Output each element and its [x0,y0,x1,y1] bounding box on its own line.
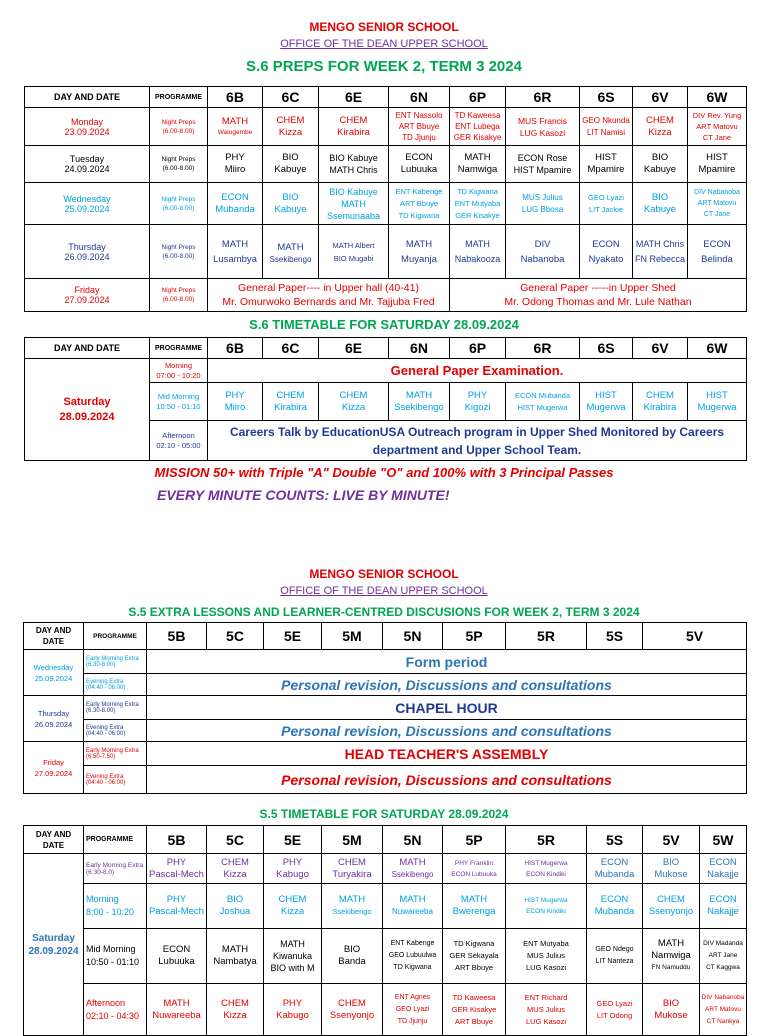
col-class: 5R [506,826,587,854]
general-paper-upper-shed: General Paper -----in Upper Shed Mr. Odong Thomas and Mr. Lule Nathan [450,279,747,312]
table-cell: PHY Kigozi [450,383,506,421]
table-cell: MATH Namwiga [450,146,506,183]
programme-morning: Morning 07:00 - 10:20 [150,359,208,383]
programme-cell: Morning 8:00 - 10:20 [84,884,147,929]
revision-banner: Personal revision, Discussions and consultations [147,674,747,696]
table-cell: HIST Mugerwa [580,383,633,421]
programme-name: Night Preps [161,156,196,163]
col-day-date: DAY AND DATE [24,623,84,650]
table-cell: MATH Nuwareeba [383,884,443,929]
table-row [25,183,747,225]
col-class: 6V [633,338,688,359]
col-class: 5C [207,826,264,854]
table-cell: ENT Agnes GEO Lyazi TD Jjunju [383,984,443,1036]
programme-cell: Early Morning Extra (6.30-8.0) [84,854,147,884]
programme-time: (6.00-8.00) [162,252,195,260]
col-class: 6W [688,338,747,359]
table-cell: CHEM Turyakira [322,854,383,884]
table-cell: PHY Pascal-Mech [147,854,207,884]
programme-cell: Afternoon 02:10 - 04:30 [84,984,147,1036]
table-cell: BIO Kabuye [263,183,319,225]
table-cell: BIO Mukose [643,984,700,1036]
col-class: 5N [383,623,443,650]
table-cell: MATH Muyanja [389,225,450,279]
table-row [25,108,747,146]
table-cell: ECON Rose HIST Mpamire [506,146,580,183]
table-cell: CHEM Ssenyonjo [643,884,700,929]
s6-preps-title: S.6 PREPS FOR WEEK 2, TERM 3 2024 [246,58,522,75]
table-cell: TD Kigwana ENT Mutyaba GER Kisakye [450,183,506,225]
table-cell: PHY Pascal-Mech [147,884,207,929]
col-class: 5C [207,623,264,650]
bottom-header [0,567,768,619]
school-name: MENGO SENIOR SCHOOL [309,20,459,34]
table-row [25,359,747,383]
programme-cell: Early Morning Extra (6.30-8.00) [84,696,147,720]
assembly-banner: HEAD TEACHER'S ASSEMBLY [147,742,747,766]
table-cell: CHEM Ssenyonjo [322,984,383,1036]
day-cell: Wednesday 25.09.2024 [24,650,84,696]
chapel-hour-banner: CHAPEL HOUR [147,696,747,720]
table-row [24,929,747,984]
programme-name: Night Preps [161,287,196,294]
table-cell: CHEM Kirabira [633,383,688,421]
col-class: 6W [688,87,747,108]
table-cell: MATH Albert BIO Mugabi [319,225,389,279]
day-name: Thursday [68,241,106,252]
s6-preps-table [24,86,747,312]
table-cell: ECON Nakajje [700,854,747,884]
col-class: 6S [580,338,633,359]
programme-cell: Mid Morning 10:50 - 01:10 [84,929,147,984]
col-class: 6P [450,87,506,108]
col-class: 5E [264,623,322,650]
programme-name: Night Preps [161,195,196,203]
programme-name: Night Preps [161,118,196,126]
programme-cell: Evening Extra (04:40 - 06:00) [84,720,147,742]
s5-header-row [24,623,747,650]
s6sat-header-row [25,338,747,359]
col-class: 5R [506,623,587,650]
table-cell: ECON Nakajje [700,884,747,929]
table-cell: CHEM Kizza [207,854,264,884]
table-cell: CHEM Kirabira [319,108,389,146]
col-class: 6N [389,87,450,108]
table-cell: MATH Ssekibengo [383,854,443,884]
col-class: 5P [443,826,506,854]
col-class: 6R [506,87,580,108]
table-row [24,854,747,884]
table-cell: ENT Mutyaba MUS Julius LUG Kasozi [506,929,587,984]
col-programme: PROGRAMME [84,623,147,650]
col-class: 5B [147,826,207,854]
table-row [24,766,747,794]
saturday-cell: Saturday 28.09.2024 [25,359,150,461]
programme-afternoon: Afternoon 02:10 - 05:00 [150,421,208,461]
table-cell: CHEM Kizza [207,984,264,1036]
table-cell: BIO Banda [322,929,383,984]
table-cell: HIST Mpamire [580,146,633,183]
table-cell: HIST Mpamire [688,146,747,183]
table-cell: BIO Kabuye [633,146,688,183]
revision-banner: Personal revision, Discussions and consultations [147,720,747,742]
col-class: 5M [322,826,383,854]
col-class: 5W [700,826,747,854]
day-date: 27.09.2024 [64,295,110,305]
col-class: 6E [319,338,389,359]
table-cell: MATH Bwerenga [443,884,506,929]
school-name: MENGO SENIOR SCHOOL [309,567,459,581]
day-cell: Thursday 26.09.2024 [24,696,84,742]
table-cell: MATH Nambatya [207,929,264,984]
table-cell: ECON Mubanda [208,183,263,225]
table-cell: MATH Kiwanuka BIO with M [264,929,322,984]
table-cell: GEO Ndego LIT Nanteza [587,929,643,984]
day-name: Tuesday [69,154,105,164]
table-cell: CHEM Kizza [264,884,322,929]
table-row [24,650,747,674]
col-class: 5M [322,623,383,650]
day-cell: Friday 27.09.2024 [24,742,84,794]
table-cell: HIST Mugerwa ECON Kindiki [506,854,587,884]
table-cell: ENT Kabenge GEO Lubuulwa TD Kigwana [383,929,443,984]
col-programme: PROGRAMME [150,87,208,108]
table-cell: BIO Kabuye [633,183,688,225]
col-class: 5V [643,826,700,854]
col-class: 6C [263,87,319,108]
day-name: Friday [74,285,100,295]
col-class: 6S [580,87,633,108]
table-cell: DIV Nabanoba ART Matovu CT Nankya [700,984,747,1036]
table-cell: ECON Mubanda HIST Mugerwa [506,383,580,421]
col-day-date: DAY AND DATE [25,87,150,108]
s5-saturday-title: S.5 TIMETABLE FOR SATURDAY 28.09.2024 [259,807,509,821]
table-cell: HIST Mugerwa [688,383,747,421]
table-cell: CHEM Kizza [633,108,688,146]
table-cell: CHEM Kizza [319,383,389,421]
table-cell: ECON Nyakato [580,225,633,279]
saturday-cell: Saturday 28.09.2024 [24,854,84,1036]
programme-time: (6.00-8.00) [162,165,195,172]
table-cell: DIV Rev. Yung ART Matovu CT Jane [688,108,747,146]
table-cell: MATH Namwiga FN Namuddu [643,929,700,984]
day-date: 26.09.2024 [64,251,110,262]
col-day-date: DAY AND DATE [25,338,150,359]
table-cell: ECON Lubuuka [147,929,207,984]
table-row [24,984,747,1036]
col-class: 6V [633,87,688,108]
table-cell: ECON Lubuuka [389,146,450,183]
table-row [24,884,747,929]
table-cell: MUS Julius LUG Bbosa [506,183,580,225]
col-class: 5S [587,826,643,854]
col-class: 6P [450,338,506,359]
table-row [25,146,747,183]
table-cell: ECON Belinda [688,225,747,279]
programme-time: (6.00-8.00) [162,296,195,303]
programme-cell: Evening Extra (04:40 - 06:00) [84,674,147,696]
table-cell: MATH Nuwareeba [147,984,207,1036]
table-cell: MATH Ssekibengo [263,225,319,279]
col-class: 6E [319,87,389,108]
mission-statement: MISSION 50+ with Triple "A" Double "O" and 100% with 3 Principal Passes [154,465,614,480]
table-cell: BIO Joshua [207,884,264,929]
table-cell: TD Kaweesa ENT Lubega GER Kisakye [450,108,506,146]
s5-saturday-table [23,825,747,1036]
col-class: 5S [587,623,643,650]
col-class: 6R [506,338,580,359]
table-cell: DIV Madanda ART Jane CT Kaggwa [700,929,747,984]
s5-extra-table [23,622,747,794]
col-class: 5P [443,623,506,650]
col-day-date: DAY AND DATE [24,826,84,854]
table-cell: PHY Franklin ECON Lubuuka [443,854,506,884]
table-cell: MATH Walugembe [208,108,263,146]
table-cell: BIO Kabuye MATH Chris [319,146,389,183]
table-cell: HIST Mugerwa ECON Kindiki [506,884,587,929]
table-cell: PHY Miiro [208,146,263,183]
table-cell: MUS Francis LUG Kasozi [506,108,580,146]
table-cell: ECON Mubanda [587,884,643,929]
col-class: 6B [208,338,263,359]
table-cell: MATH Chris FN Rebecca [633,225,688,279]
table-cell: PHY Kabugo [264,984,322,1036]
col-programme: PROGRAMME [84,826,147,854]
office-name: OFFICE OF THE DEAN UPPER SCHOOL [280,585,488,597]
table-cell: ENT Kabenge ART Bbuye TD Kigwana [389,183,450,225]
programme-cell: Early Morning Extra (6.30-8.00) [84,650,147,674]
table-cell: MATH Ssekibengo [389,383,450,421]
col-class: 6N [389,338,450,359]
table-cell: CHEM Kirabira [263,383,319,421]
general-paper-exam: General Paper Examination. [208,359,747,383]
table-cell: ENT Nassolo ART Bbuye TD Jjunju [389,108,450,146]
table-cell: PHY Miiro [208,383,263,421]
s6-saturday-title: S.6 TIMETABLE FOR SATURDAY 28.09.2024 [249,317,519,332]
table-cell: CHEM Kizza [263,108,319,146]
day-date: 24.09.2024 [64,164,110,174]
table-cell: ENT Richard MUS Julius LUG Kasozi [506,984,587,1036]
programme-cell: Evening Extra (04:40 - 06:00) [84,766,147,794]
table-cell: TD Kaweesa GER Kisakye ART Bbuye [443,984,506,1036]
table-row [25,225,747,279]
table-cell: DIV Nabanoba [506,225,580,279]
table-cell: MATH Nabakooza [450,225,506,279]
day-date: 25.09.2024 [64,203,110,214]
col-class: 6C [263,338,319,359]
table-cell: GEO Lyazi LIT Jackie [580,183,633,225]
top-header [0,20,768,75]
table-row [24,674,747,696]
table-cell: GEO Nkunda LIT Namisi [580,108,633,146]
programme-mid-morning: Mid Morning 10:50 - 01:10 [150,383,208,421]
s5sat-header-row [24,826,747,854]
general-paper-upper-hall: General Paper---- in Upper hall (40-41) Mr. Omurwoko Bernards and Mr. Tajjuba Fred [208,279,450,312]
s5-extra-title: S.5 EXTRA LESSONS AND LEARNER-CENTRED DISCUSIONS FOR WEEK 2, TERM 3 2024 [128,605,640,619]
table-row [24,696,747,720]
table-cell: MATH Ssekibengo [322,884,383,929]
day-name: Wednesday [63,193,111,204]
s6-saturday-table [24,337,747,461]
table-cell: ECON Mubanda [587,854,643,884]
table-cell: GEO Lyazi LIT Odong [587,984,643,1036]
table-row [24,720,747,742]
programme-name: Night Preps [161,243,196,251]
day-date: 23.09.2024 [64,126,110,137]
col-class: 5B [147,623,207,650]
programme-time: (6.00-8.00) [162,204,195,212]
programme-time: (6.00-8.00) [162,127,195,135]
revision-banner: Personal revision, Discussions and consultations [147,766,747,794]
form-period-banner: Form period [147,650,747,674]
table-cell: PHY Kabugo [264,854,322,884]
careers-talk: Careers Talk by EducationUSA Outreach program in Upper Shed Monitored by Careers department and Upper School Team. [208,421,747,461]
every-minute-counts: EVERY MINUTE COUNTS: LIVE BY MINUTE! [157,487,450,503]
col-programme: PROGRAMME [150,338,208,359]
table-row [24,742,747,766]
col-class: 5V [643,623,747,650]
table-cell: MATH Lusambya [208,225,263,279]
col-class: 5E [264,826,322,854]
day-name: Monday [70,116,104,127]
table-cell: TD Kigwana GER Sekayala ART Bbuye [443,929,506,984]
table-cell: BIO Kabuye [263,146,319,183]
programme-cell: Early Morning Extra (6.50-7.50) [84,742,147,766]
col-class: 5N [383,826,443,854]
table-cell: BIO Kabuye MATH Ssemunaaba [319,183,389,225]
col-class: 6B [208,87,263,108]
table-cell: BIO Mukose [643,854,700,884]
table-cell: DIV Nabanoba ART Matovu CT Jane [688,183,747,225]
s6-header-row [25,87,747,108]
office-name: OFFICE OF THE DEAN UPPER SCHOOL [280,38,488,50]
table-row [25,279,747,312]
